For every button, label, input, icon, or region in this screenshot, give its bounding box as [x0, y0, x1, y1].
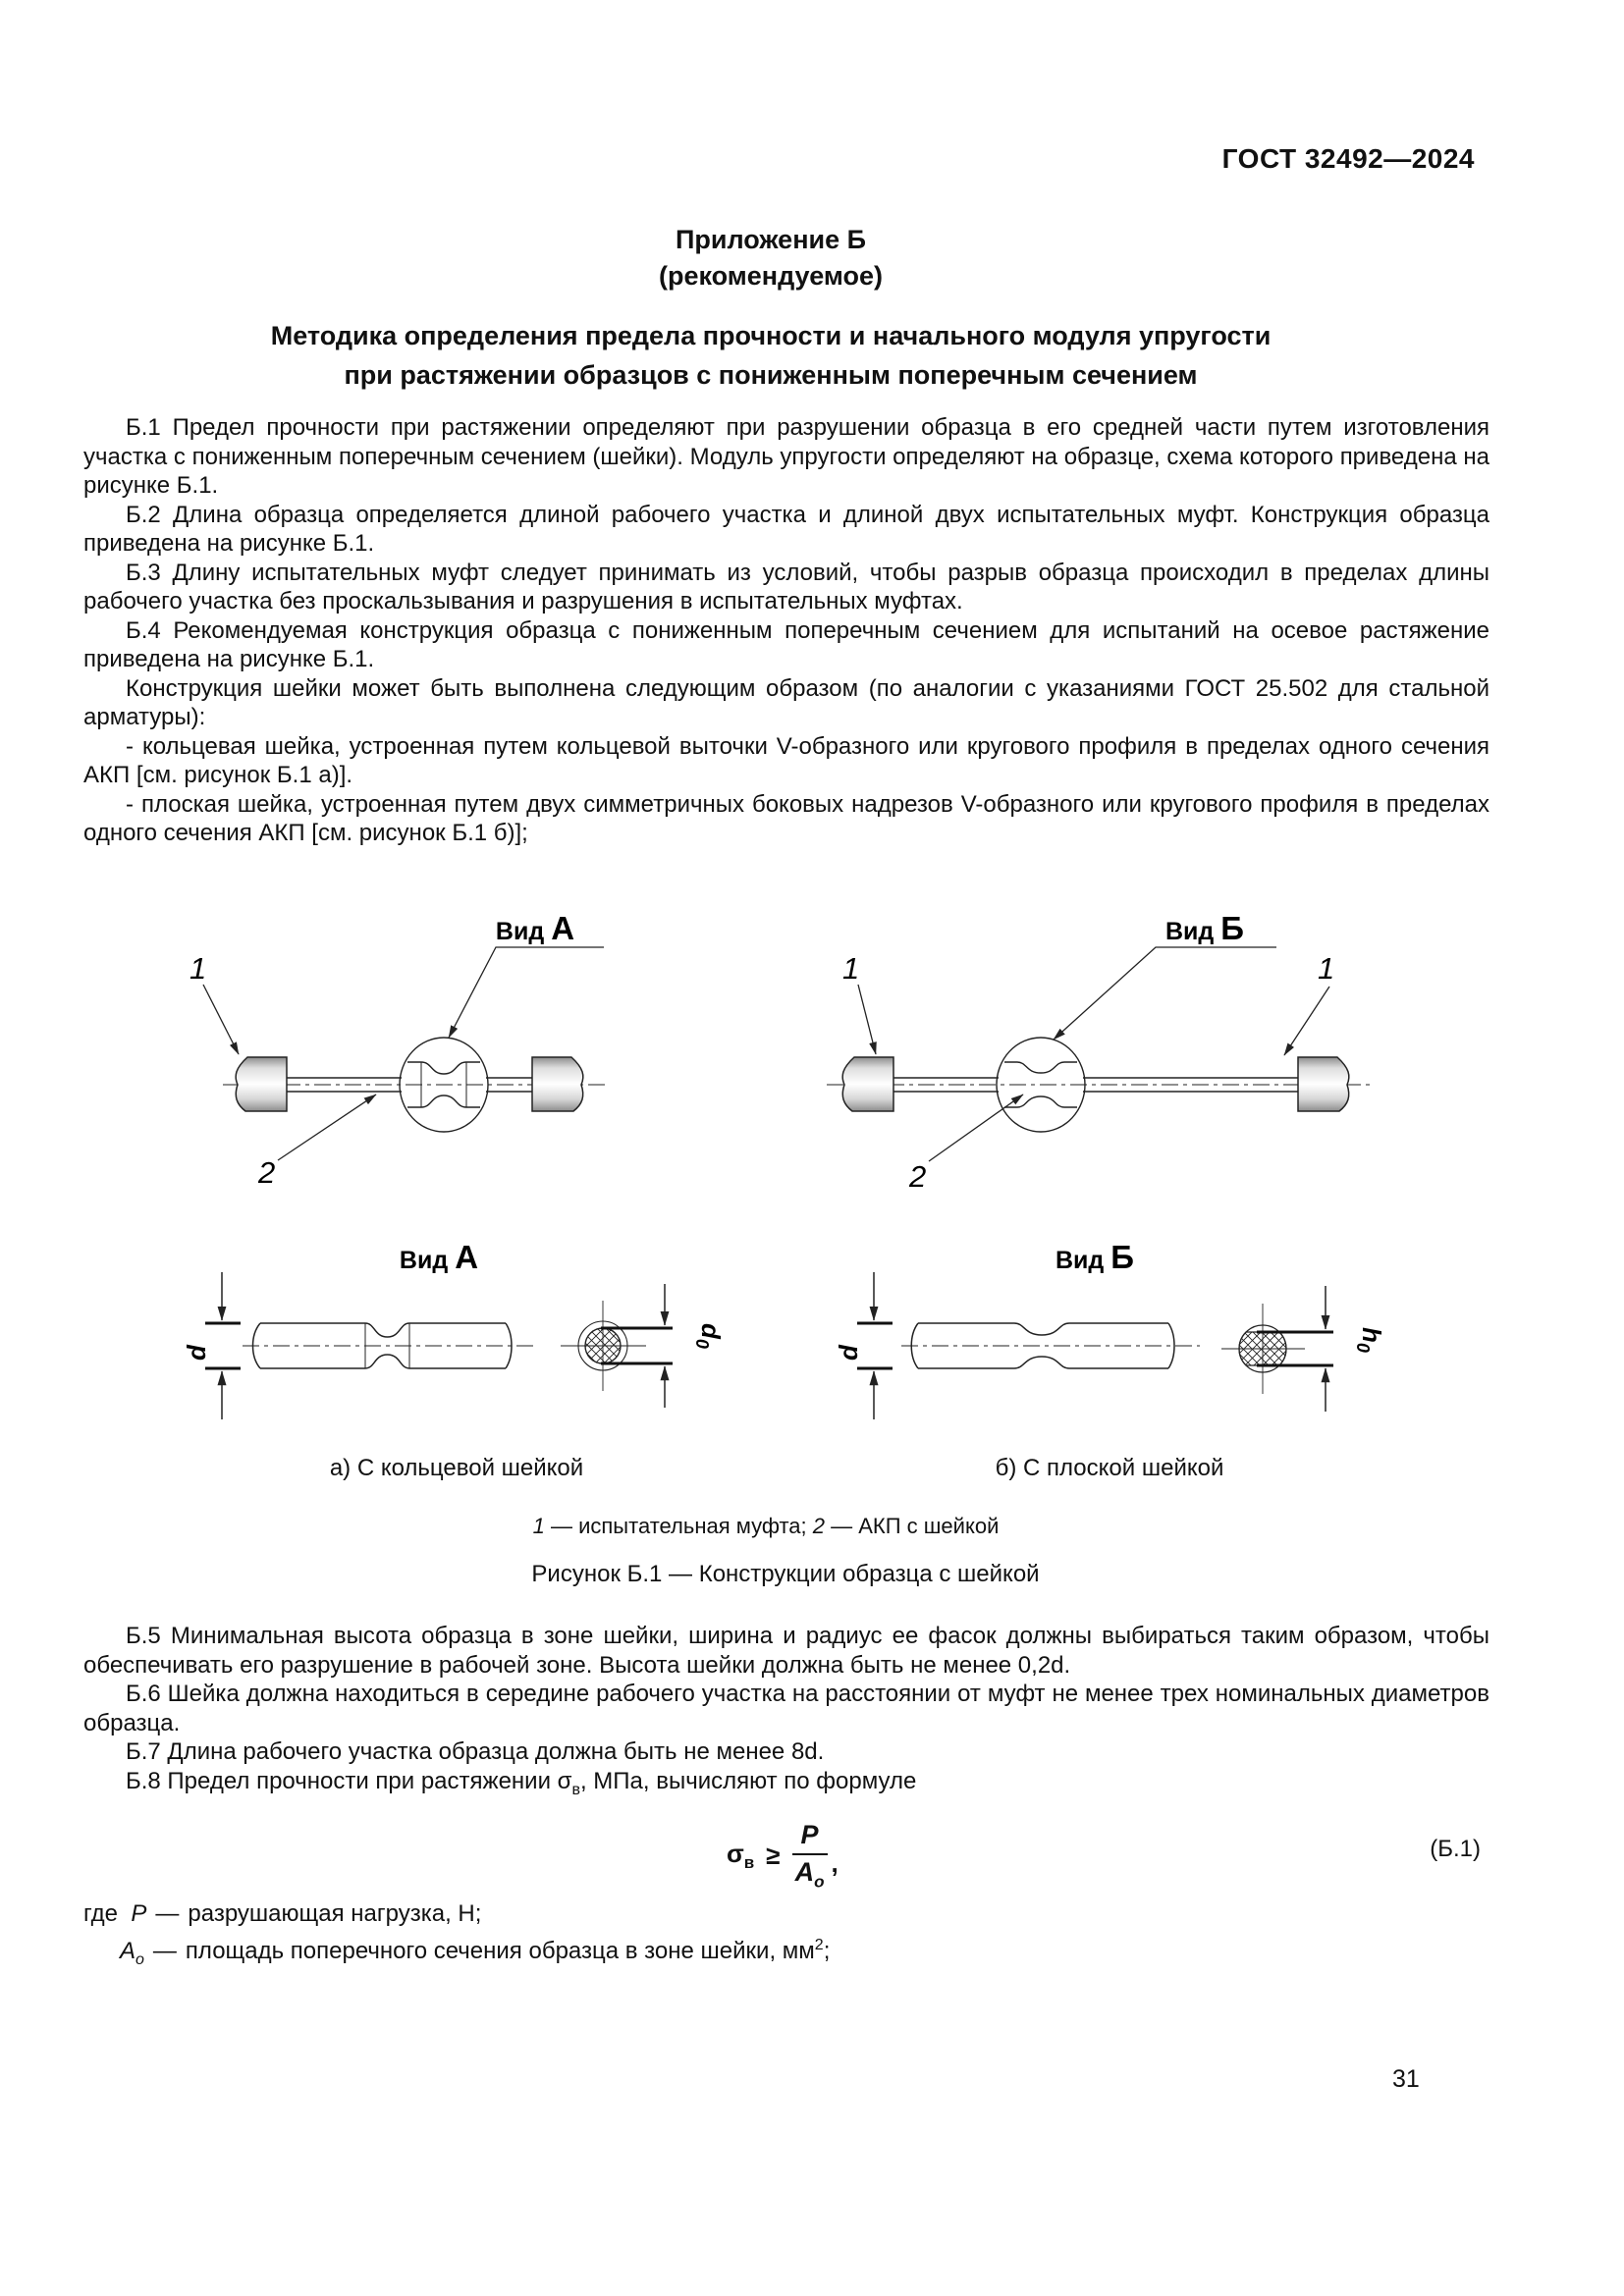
- view-a-label: Вид А: [495, 910, 575, 946]
- formula-relation: ≥: [766, 1841, 781, 1871]
- paragraph-b1: Б.1 Предел прочности при растяжении определяют при разрушении образца в его средней части путем изготовления участка с пониженным поперечным сечением (шейки). Модуль упругости определяют на образце, схема которого приведена на рисунке Б.1.: [83, 414, 1489, 499]
- paragraph-flat-neck: - плоская шейка, устроенная путем двух симметричных боковых надрезов V-образного или кругового профиля в пределах одного сечения АКП [см. рисунок Б.1 б)];: [83, 790, 1489, 846]
- figure-caption: Рисунок Б.1 — Конструкции образца с шейкой: [531, 1561, 1040, 1587]
- callout-1-left-label: 1: [842, 951, 860, 986]
- paragraph-b8-prefix: Б.8 Предел прочности при растяжении σ: [126, 1767, 572, 1794]
- subfigure-caption-a: а) С кольцевой шейкой: [329, 1455, 584, 1481]
- callout-1-right-leader: [1284, 987, 1329, 1055]
- annex-heading: [0, 222, 1542, 294]
- dimension-d: [182, 1272, 241, 1419]
- section-title-line2: при растяжении образцов с пониженным поперечным сечением: [344, 360, 1198, 390]
- formula-sigma: $\sigma_в$: [727, 1839, 755, 1873]
- symbol-p: P: [131, 1900, 147, 1927]
- callout-1-label: 1: [189, 951, 207, 986]
- annex-label: Приложение Б: [675, 225, 867, 254]
- page-number: 31: [1392, 2065, 1420, 2093]
- paragraph-b5: Б.5 Минимальная высота образца в зоне шейки, ширина и радиус ее фасок должны выбираться таким образом, чтобы обеспечивать его разрушение в рабочей зоне. Высота шейки должна быть не менее 0,2d.: [83, 1623, 1489, 1679]
- paragraph-b6: Б.6 Шейка должна находиться в середине рабочего участка на расстоянии от муфт не менее трех номинальных диаметров образца.: [83, 1681, 1489, 1736]
- cross-section-ring: [561, 1301, 646, 1391]
- legend-num-1: 1: [532, 1514, 545, 1538]
- section-title-line1: Методика определения предела прочности и начального модуля упругости: [270, 321, 1272, 350]
- coupling-muff-right: [532, 1057, 583, 1111]
- subfigure-caption-b: б) С плоской шейкой: [995, 1455, 1224, 1481]
- definition-p: [83, 1900, 830, 1928]
- figure-legend: [0, 1514, 1532, 1539]
- definition-a0-text: площадь поперечного сечения образца в зоне шейки, мм: [185, 1938, 815, 1964]
- paragraph-b4: Б.4 Рекомендуемая конструкция образца с пониженным поперечным сечением для испытаний на осевое растяжение приведена на рисунке Б.1.: [83, 616, 1489, 672]
- formula-b1-row: [83, 1820, 1489, 1892]
- scheme-drawing-a: [83, 908, 771, 1202]
- figure-b1: [0, 903, 1624, 1610]
- paragraph-b7: Б.7 Длина рабочего участка образца должна быть не менее 8d.: [126, 1738, 825, 1765]
- callout-1-right-label: 1: [1318, 951, 1335, 986]
- formula-definitions: [83, 1900, 830, 1978]
- document-code: ГОСТ 32492—2024: [1221, 143, 1475, 174]
- paragraph-b8-suffix: , МПа, вычисляют по формуле: [579, 1767, 917, 1794]
- coupling-muff-left: [842, 1057, 893, 1111]
- section-title: [0, 316, 1542, 395]
- paragraph-b8: [83, 1767, 1489, 1804]
- paragraph-ring-neck: - кольцевая шейка, устроенная путем кольцевой выточки V-образного или кругового профиля в пределах одного сечения АКП [см. рисунок Б.1 а)].: [83, 732, 1489, 788]
- rod-ring-neck-outline: [253, 1323, 513, 1368]
- paragraph-b2: Б.2 Длина образца определяется длиной рабочего участка и длиной двух испытательных муфт. Конструкция образца приведена на рисунке Б.1.: [83, 501, 1489, 557]
- detail-drawing-b: [815, 1239, 1502, 1484]
- callout-1-left-leader: [858, 985, 876, 1054]
- dim-d0-label: $d_0$: [692, 1323, 726, 1349]
- view-a-leader-line: [449, 947, 604, 1038]
- callout-2-leader: [278, 1095, 376, 1160]
- view-b-leader-line: [1054, 947, 1276, 1040]
- dim-d-label: d: [834, 1345, 863, 1361]
- definition-a0-sup: 2: [814, 1937, 824, 1953]
- dash: —: [155, 1900, 180, 1927]
- callout-1-leader: [203, 985, 239, 1054]
- dim-h0-label: $h_0$: [1353, 1327, 1386, 1353]
- paragraph-neck-design: Конструкция шейки может быть выполнена следующим образом (по аналогии с указаниями ГОСТ 25.502 для стальной арматуры):: [83, 674, 1489, 730]
- callout-2-label: 2: [909, 1159, 927, 1194]
- cross-section-flat: [1221, 1304, 1305, 1394]
- coupling-muff-left: [236, 1057, 287, 1111]
- definition-a0: [83, 1937, 830, 1969]
- rod-flat-neck-outline: [911, 1323, 1174, 1368]
- detail-drawing-a: [83, 1239, 771, 1484]
- legend-num-2: 2: [812, 1514, 826, 1538]
- callout-2-label: 2: [258, 1155, 276, 1190]
- where-word: где: [83, 1900, 119, 1927]
- annex-note: (рекомендуемое): [659, 261, 883, 291]
- dim-d-label: d: [182, 1345, 211, 1361]
- view-b-label: Вид Б: [1164, 910, 1245, 946]
- paragraph-b8-sigma-sub: в: [571, 1781, 580, 1798]
- definition-p-text: разрушающая нагрузка, Н;: [188, 1900, 482, 1927]
- dash: —: [152, 1938, 177, 1964]
- view-a-title: Вид А: [399, 1239, 479, 1275]
- formula-denominator: $A_o$: [794, 1857, 825, 1892]
- symbol-a0: $A_о$: [120, 1938, 144, 1968]
- scheme-drawing-b: [815, 908, 1502, 1202]
- body-text-top: [83, 413, 1489, 848]
- legend-text-2: — АКП с шейкой: [825, 1514, 1000, 1538]
- formula-comma: ,: [831, 1848, 839, 1879]
- formula-expression: [727, 1820, 839, 1892]
- definition-a0-tail: ;: [823, 1938, 831, 1964]
- dimension-d: [834, 1272, 893, 1419]
- body-text-bottom: [83, 1622, 1489, 1804]
- legend-text-1: — испытательная муфта;: [544, 1514, 813, 1538]
- view-b-title: Вид Б: [1055, 1239, 1135, 1275]
- equation-number: (Б.1): [1430, 1836, 1481, 1862]
- formula-numerator: P: [792, 1820, 828, 1855]
- coupling-muff-right: [1298, 1057, 1349, 1111]
- paragraph-b3: Б.3 Длину испытательных муфт следует принимать из условий, чтобы разрыв образца происходил в пределах длины рабочего участка без проскальзывания и разрушения в испытательных муфтах.: [83, 559, 1489, 614]
- callout-2-leader: [929, 1095, 1023, 1161]
- formula-fraction: [792, 1820, 828, 1892]
